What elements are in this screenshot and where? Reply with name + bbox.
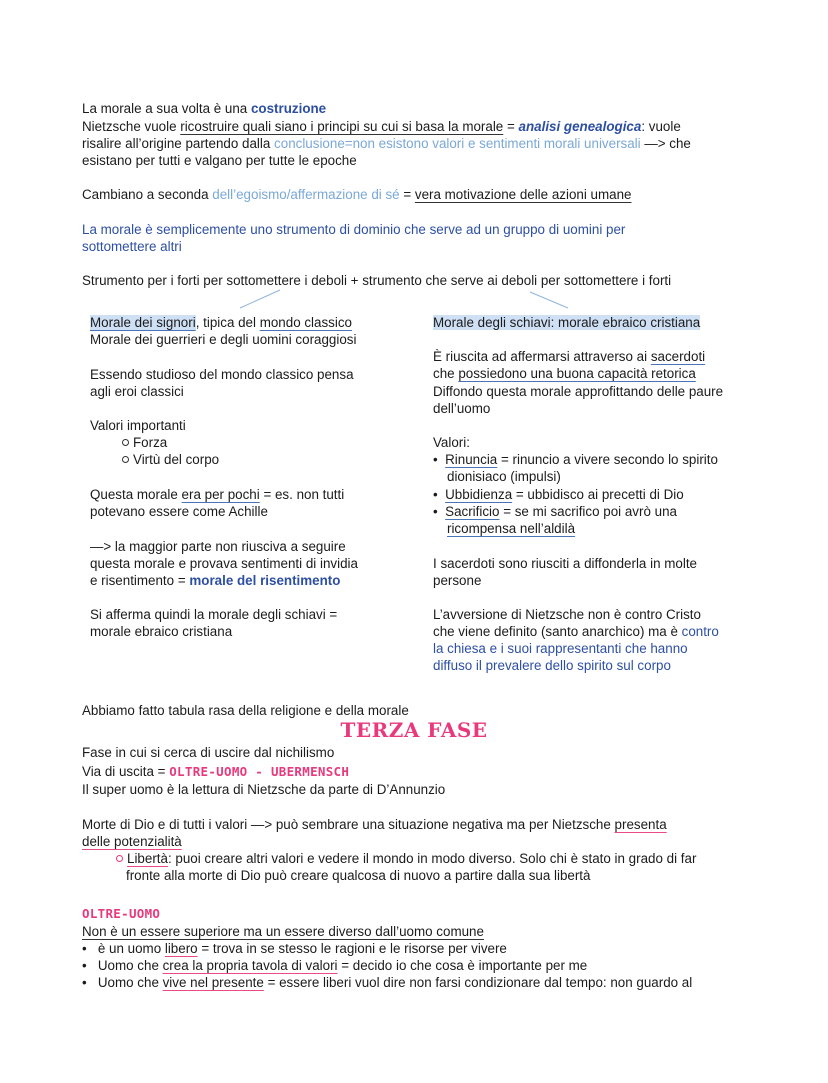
- intro-line-3: risalire all’origine partendo dalla conclusione=non esistono valori e sentimenti morali universali —> che: [82, 136, 691, 151]
- left-line: e risentimento = morale del risentimento: [90, 573, 341, 588]
- right-line: che viene definito (santo anarchico) ma è contro: [433, 624, 719, 639]
- bullet-item: • Rinuncia = rinuncio a vivere secondo lo spirito: [433, 452, 718, 467]
- left-line: Si afferma quindi la morale degli schiavi =: [90, 607, 338, 622]
- value-item: Forza: [122, 434, 167, 451]
- right-line: L’avversione di Nietzsche non è contro Cristo: [433, 607, 701, 622]
- morale-risentimento: morale del risentimento: [189, 573, 341, 588]
- branch-line-left: [240, 290, 280, 308]
- oltre-line: Non è un essere superiore ma un essere diverso dall’uomo comune: [82, 924, 484, 939]
- right-heading: Morale degli schiavi: morale ebraico cristiana: [433, 315, 701, 330]
- intro-line-5: Cambiano a seconda dell’egoismo/affermazione di sé = vera motivazione delle azioni umane: [82, 187, 632, 202]
- left-line: agli eroi classici: [90, 384, 184, 399]
- bullet-cont: dionisiaco (impulsi): [447, 469, 561, 484]
- circle-bullet-icon: [122, 456, 129, 463]
- right-line: che possiedono una buona capacità retorica: [433, 366, 696, 381]
- oltre-bullet: • Uomo che crea la propria tavola di valori = decido io che cosa è importante per me: [82, 958, 588, 973]
- circle-bullet-icon: [122, 439, 129, 446]
- pre-title-line: Abbiamo fatto tabula rasa della religione e della morale: [82, 703, 409, 718]
- right-line: I sacerdoti sono riusciti a diffonderla in molte: [433, 556, 697, 571]
- oltre-uomo-keyword: OLTRE-UOMO - UBERMENSCH: [169, 764, 350, 779]
- bullet-item: • Sacrificio = se mi sacrifico poi avrò una: [433, 504, 677, 519]
- section-title: TERZA FASE: [340, 718, 488, 742]
- left-line: questa morale e provava sentimenti di invidia: [90, 556, 358, 571]
- left-line: potevano essere come Achille: [90, 504, 268, 519]
- bullet-cont: ricompensa nell’aldilà: [447, 521, 576, 536]
- right-line: È riuscita ad affermarsi attraverso ai sacerdoti: [433, 349, 706, 364]
- left-heading: Morale dei signori, tipica del mondo classico: [90, 315, 352, 330]
- right-line: diffuso il prevalere dello spirito sul corpo: [433, 658, 671, 673]
- third-line: Via di uscita = OLTRE-UOMO - UBERMENSCH: [82, 764, 350, 779]
- right-line: la chiesa e i suoi rappresentanti che hanno: [433, 641, 688, 656]
- keyword-costruzione: costruzione: [250, 101, 327, 116]
- oltre-bullet: • è un uomo libero = trova in se stesso le ragioni e le risorse per vivere: [82, 941, 507, 956]
- left-line: —> la maggior parte non riusciva a seguire: [90, 539, 346, 554]
- intro-line-7: sottomettere altri: [82, 239, 182, 254]
- value-item: Virtù del corpo: [122, 451, 219, 468]
- intro-line-8: Strumento per i forti per sottomettere i deboli + strumento che serve ai deboli per sottomettere i forti: [82, 273, 672, 288]
- left-line: Questa morale era per pochi = es. non tutti: [90, 487, 345, 502]
- right-line: dell’uomo: [433, 401, 491, 416]
- keyword-analisi-genealogica: analisi genealogica: [518, 119, 642, 134]
- right-line: persone: [433, 573, 482, 588]
- left-line: morale ebraico cristiana: [90, 624, 233, 639]
- intro-line-2: Nietzsche vuole ricostruire quali siano i principi su cui si basa la morale = analisi genealogica: vuole: [82, 119, 681, 134]
- right-line: Diffondo questa morale approfittando delle paure: [433, 384, 724, 399]
- intro-text: La morale a sua volta è una: [82, 101, 251, 116]
- left-line: Morale dei guerrieri e degli uomini coraggiosi: [90, 332, 357, 347]
- left-line: Essendo studioso del mondo classico pensa: [90, 367, 354, 382]
- branch-lines: [0, 0, 828, 320]
- third-line: Morte di Dio e di tutti i valori —> può sembrare una situazione negativa ma per Nietzsche presenta: [82, 817, 667, 832]
- left-line: Valori importanti: [90, 418, 186, 433]
- third-line: delle potenzialità: [82, 834, 182, 849]
- branch-line-right: [530, 292, 568, 308]
- intro-line-4: esistano per tutti e valgano per tutte le epoche: [82, 153, 357, 168]
- intro-line-6: La morale è semplicemente uno strumento di dominio che serve ad un gruppo di uomini per: [82, 222, 626, 237]
- sub-item-cont: fronte alla morte di Dio può creare qualcosa di nuovo a partire dalla sua libertà: [126, 868, 591, 883]
- third-line: Fase in cui si cerca di uscire dal nichilismo: [82, 745, 335, 760]
- right-line: Valori:: [433, 435, 470, 450]
- morale-signori: Morale dei signori: [90, 315, 196, 330]
- third-line: Il super uomo è la lettura di Nietzsche da parte di D’Annunzio: [82, 782, 446, 797]
- sub-item-liberta: Libertà: puoi creare altri valori e vedere il mondo in modo diverso. Solo chi è stato in grado di far: [116, 850, 696, 867]
- circle-bullet-icon: [116, 855, 123, 862]
- oltre-uomo-heading: OLTRE-UOMO: [82, 906, 161, 921]
- oltre-bullet: • Uomo che vive nel presente = essere liberi vuol dire non farsi condizionare dal tempo: non guardo al: [82, 975, 693, 990]
- bullet-item: • Ubbidienza = ubbidisco ai precetti di Dio: [433, 487, 684, 502]
